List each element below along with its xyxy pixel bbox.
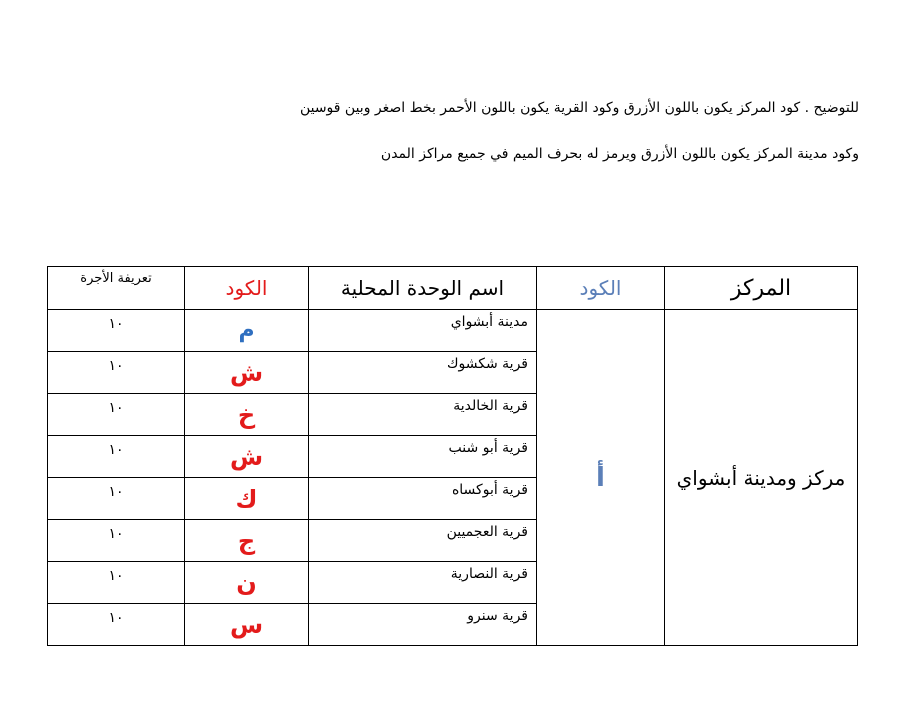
fee-cell: ١٠	[48, 604, 185, 646]
unit-code-cell: خ	[185, 394, 309, 436]
unit-code-cell: ج	[185, 520, 309, 562]
unit-name-cell: قرية أبو شنب	[309, 436, 537, 478]
header-unit-code: الكود	[185, 267, 309, 310]
fee-cell: ١٠	[48, 310, 185, 352]
unit-name-cell: قرية أبوكساه	[309, 478, 537, 520]
header-unit-name: اسم الوحدة المحلية	[309, 267, 537, 310]
unit-name-cell: مدينة أبشواي	[309, 310, 537, 352]
markaz-code-cell: أ	[537, 310, 665, 646]
fee-cell: ١٠	[48, 394, 185, 436]
markaz-units-table	[47, 266, 858, 646]
fee-cell: ١٠	[48, 436, 185, 478]
header-fee: تعريفة الأجرة	[48, 267, 185, 310]
unit-name-cell: قرية العجميين	[309, 520, 537, 562]
unit-code-cell: م	[185, 310, 309, 352]
unit-code-cell: ش	[185, 436, 309, 478]
explanation-line-2: وكود مدينة المركز يكون باللون الأزرق ويرمز له بحرف الميم في جميع مراكز المدن	[380, 146, 859, 162]
table-header-row	[48, 267, 858, 310]
unit-code-cell: ش	[185, 352, 309, 394]
header-markaz: المركز	[665, 267, 858, 310]
markaz-name-cell: مركز ومدينة أبشواي	[665, 310, 858, 646]
fee-cell: ١٠	[48, 478, 185, 520]
header-markaz-code: الكود	[537, 267, 665, 310]
fee-cell: ١٠	[48, 520, 185, 562]
table-row	[48, 310, 858, 352]
unit-name-cell: قرية سنرو	[309, 604, 537, 646]
unit-name-cell: قرية الخالدية	[309, 394, 537, 436]
unit-name-cell: قرية النصارية	[309, 562, 537, 604]
unit-code-cell: س	[185, 604, 309, 646]
fee-cell: ١٠	[48, 562, 185, 604]
unit-name-cell: قرية شكشوك	[309, 352, 537, 394]
unit-code-cell: ك	[185, 478, 309, 520]
unit-code-cell: ن	[185, 562, 309, 604]
fee-cell: ١٠	[48, 352, 185, 394]
explanation-line-1: للتوضيح . كود المركز يكون باللون الأزرق وكود القرية يكون باللون الأحمر بخط اصغر وبين قوسين	[299, 100, 859, 116]
